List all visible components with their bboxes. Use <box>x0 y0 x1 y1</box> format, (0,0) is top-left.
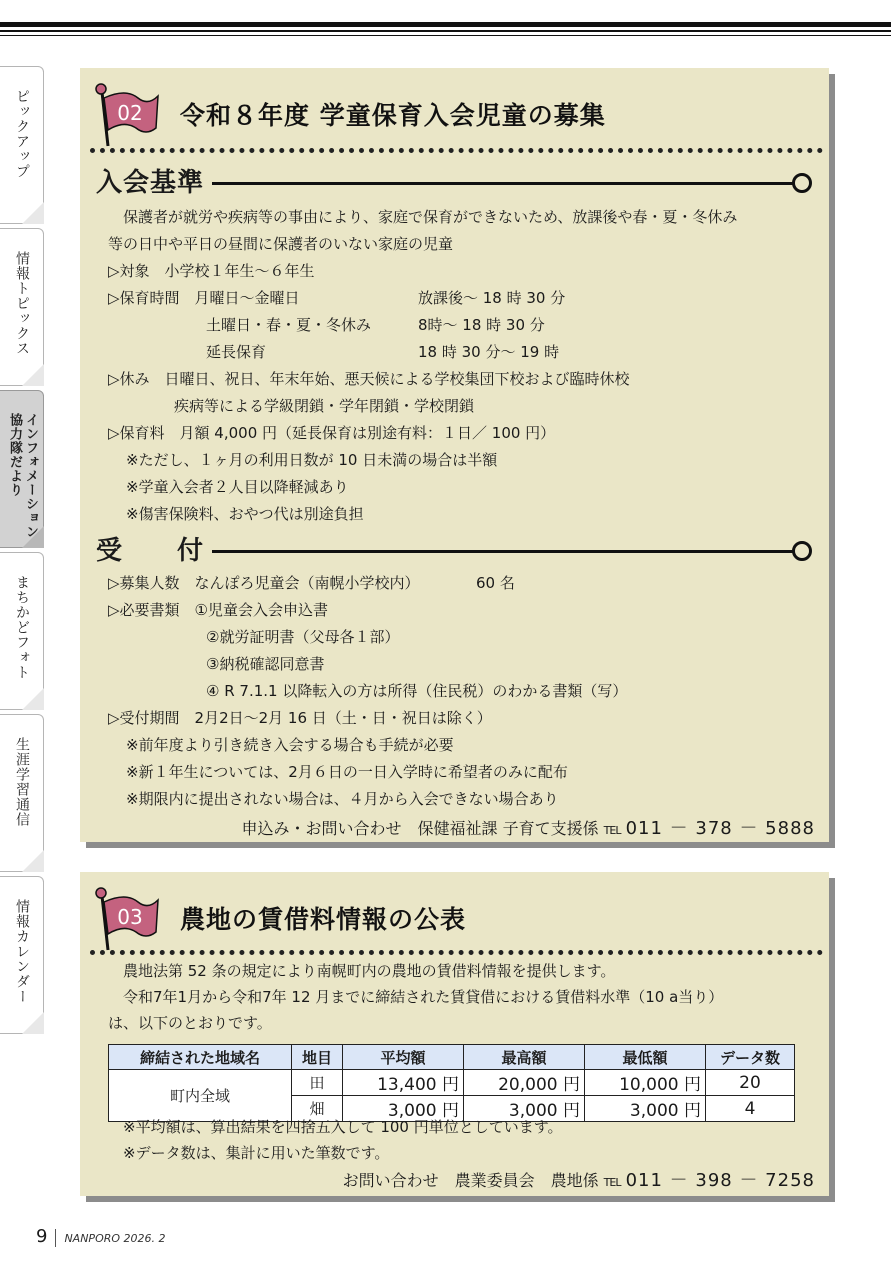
section-title: 受 付 <box>96 536 205 566</box>
hours-weekday-time: 放課後～ 18 時 30 分 <box>418 289 566 307</box>
side-tab-information[interactable] <box>0 390 44 548</box>
side-tab-topics[interactable] <box>0 228 44 386</box>
side-tab-learning[interactable] <box>0 714 44 872</box>
header-rule-thin-2 <box>0 35 891 36</box>
contact-info <box>343 1166 815 1192</box>
side-tab-label: 情報カレンダー <box>14 899 30 1004</box>
tab-fold-corner <box>22 688 44 710</box>
section-rule <box>212 182 796 185</box>
tab-fold-corner <box>22 850 44 872</box>
side-tab-label: まちかどフォト <box>14 575 30 680</box>
note-line: ※新１年生については、2月６日の一日入学時に希望者のみに配布 <box>126 763 568 781</box>
side-tab-calendar[interactable] <box>0 876 44 1034</box>
max-cell: 3,000 円 <box>464 1096 585 1122</box>
document-item: ②就労証明書（父母各１部） <box>206 628 400 646</box>
note-line: ※傷害保険料、おやつ代は別途負担 <box>126 505 364 523</box>
flag-icon <box>90 78 160 150</box>
section-rule <box>212 550 796 553</box>
col-header: データ数 <box>706 1045 795 1070</box>
col-header: 最高額 <box>464 1045 585 1070</box>
contact-info <box>241 814 815 840</box>
documents-line: ▷必要書類 ①児童会入会申込書 <box>108 601 328 619</box>
side-tab-label-line2: 協力隊だより <box>7 413 22 497</box>
publication-label: NANPORO 2026. 2 <box>64 1232 166 1245</box>
table-row <box>109 1070 795 1096</box>
article-number: 03 <box>117 905 143 929</box>
text-line: 保護者が就労や疾病等の事由により、家庭で保育ができないため、放課後や春・夏・冬休み <box>108 208 738 226</box>
intro-line: は、以下のとおりです。 <box>108 1014 272 1032</box>
note-line: ※学童入会者２人目以降軽減あり <box>126 478 349 496</box>
hours-extended-time: 18 時 30 分～ 19 時 <box>418 343 560 361</box>
circle-icon <box>792 541 812 561</box>
table-header-row <box>109 1045 795 1070</box>
target-line: ▷対象 小学校１年生～６年生 <box>108 262 315 280</box>
text-line: 等の日中や平日の昼間に保護者のいない家庭の児童 <box>108 235 454 253</box>
document-item: ④ R 7.1.1 以降転入の方は所得（住民税）のわかる書類（写） <box>206 682 628 700</box>
avg-cell: 3,000 円 <box>343 1096 464 1122</box>
col-header: 平均額 <box>343 1045 464 1070</box>
page-footer <box>36 1226 166 1247</box>
page-number: 9 <box>36 1226 48 1247</box>
side-tab-label: 生涯学習通信 <box>14 737 30 827</box>
col-header: 地目 <box>292 1045 343 1070</box>
tel-number[interactable]: 011 － 378 － 5888 <box>625 818 815 839</box>
header-rule-thin-1 <box>0 30 891 32</box>
count-cell: 20 <box>706 1070 795 1096</box>
article-title: 農地の賃借料情報の公表 <box>180 905 467 934</box>
side-tab-label-line1: インフォメーション <box>23 413 38 539</box>
side-tab-photo[interactable] <box>0 552 44 710</box>
flag-icon <box>90 882 160 954</box>
hours-holiday: 土曜日・春・夏・冬休み <box>206 316 372 334</box>
intro-line: 令和7年1月から令和7年 12 月までに締結された賃貸借における賃借料水準（10 a当り） <box>108 988 724 1006</box>
hours-weekday: ▷保育時間 月曜日～金曜日 <box>108 289 300 307</box>
section-heading-eligibility <box>96 162 816 202</box>
circle-icon <box>792 173 812 193</box>
side-tab-pickup[interactable] <box>0 66 44 224</box>
tel-number[interactable]: 011 － 398 － 7258 <box>625 1170 815 1191</box>
closed-days: ▷休み 日曜日、祝日、年末年始、悪天候による学校集団下校および臨時休校 <box>108 370 630 388</box>
article-title: 令和８年度 学童保育入会児童の募集 <box>180 101 606 130</box>
article-childcare-recruitment <box>80 68 829 842</box>
article-farmland-rent <box>80 872 829 1196</box>
side-tab-label: ピックアップ <box>14 89 30 179</box>
note-line: ※平均額は、算出結果を四捨五入して 100 円単位としています。 <box>108 1118 563 1136</box>
hours-holiday-time: 8時～ 18 時 30 分 <box>418 316 545 334</box>
land-type-cell: 田 <box>292 1070 343 1096</box>
article-number: 02 <box>117 101 143 125</box>
side-tab-label: 情報トピックス <box>14 251 30 356</box>
land-type-cell: 畑 <box>292 1096 343 1122</box>
intro-line: 農地法第 52 条の規定により南幌町内の農地の賃借料情報を提供します。 <box>108 962 616 980</box>
rent-table <box>108 1044 795 1122</box>
min-cell: 3,000 円 <box>585 1096 706 1122</box>
tab-fold-corner <box>22 364 44 386</box>
dotted-divider <box>90 148 823 153</box>
section-title: 入会基準 <box>96 168 205 198</box>
tel-mark: TEL <box>603 1176 621 1189</box>
col-header: 締結された地域名 <box>109 1045 292 1070</box>
closed-days-cont: 疾病等による学級閉鎖・学年閉鎖・学校閉鎖 <box>174 397 475 415</box>
side-tab-label <box>6 413 38 539</box>
capacity-line: ▷募集人数 なんぽろ児童会（南幌小学校内） <box>108 574 420 592</box>
max-cell: 20,000 円 <box>464 1070 585 1096</box>
side-navigation <box>0 66 46 1036</box>
capacity-value: 60 名 <box>476 574 515 592</box>
fee-line: ▷保育料 月額 4,000 円（延長保育は別途有料：１日／ 100 円） <box>108 424 556 442</box>
tab-fold-corner <box>22 526 44 548</box>
footer-separator <box>55 1229 56 1247</box>
document-item: ③納税確認同意書 <box>206 655 325 673</box>
note-line: ※期限内に提出されない場合は、４月から入会できない場合あり <box>126 790 559 808</box>
tel-mark: TEL <box>603 824 621 837</box>
header-rule-thick <box>0 22 891 27</box>
hours-extended: 延長保育 <box>206 343 267 361</box>
col-header: 最低額 <box>585 1045 706 1070</box>
note-line: ※データ数は、集計に用いた筆数です。 <box>108 1144 390 1162</box>
contact-text: お問い合わせ 農業委員会 農地係 <box>342 1171 599 1190</box>
note-line: ※ただし、１ヶ月の利用日数が 10 日未満の場合は半額 <box>126 451 498 469</box>
tab-fold-corner <box>22 1012 44 1034</box>
count-cell: 4 <box>706 1096 795 1122</box>
contact-text: 申込み・お問い合わせ 保健福祉課 子育て支援係 <box>241 819 599 838</box>
min-cell: 10,000 円 <box>585 1070 706 1096</box>
note-line: ※前年度より引き続き入会する場合も手続が必要 <box>126 736 454 754</box>
tab-fold-corner <box>22 202 44 224</box>
section-heading-application <box>96 530 816 570</box>
period-line: ▷受付期間 2月2日～2月 16 日（土・日・祝日は除く） <box>108 709 492 727</box>
region-cell: 町内全域 <box>109 1070 292 1122</box>
avg-cell: 13,400 円 <box>343 1070 464 1096</box>
dotted-divider <box>90 950 823 955</box>
